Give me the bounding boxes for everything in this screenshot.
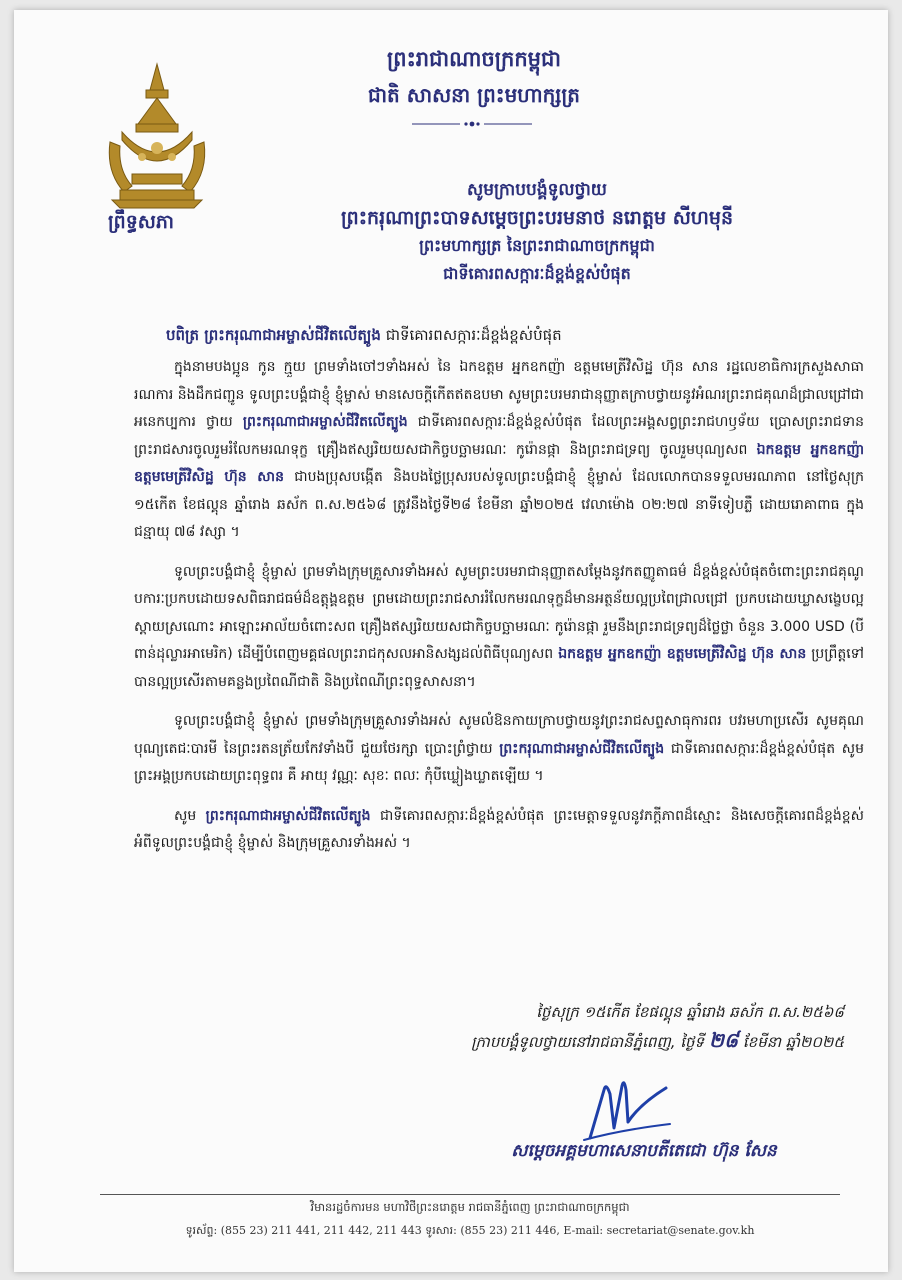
addressee-line-1: សូមក្រាបបង្គំទូលថ្វាយ bbox=[467, 180, 607, 200]
national-motto: ជាតិ សាសនា ព្រះមហាក្សត្រ bbox=[368, 83, 580, 107]
addressee-line-3: ព្រះមហាក្សត្រ នៃព្រះរាជាណាចក្រកម្ពុជា bbox=[419, 236, 655, 255]
addressee-line-2: ព្រះករុណាព្រះបាទសម្តេចព្រះបរមនាថ នរោត្តម សីហមុនី bbox=[340, 207, 734, 229]
date-block bbox=[471, 998, 844, 1056]
signer-name: សម្តេចអគ្គមហាសេនាបតីតេជោ ហ៊ុន សែន bbox=[511, 1141, 777, 1161]
salutation-title: បពិត្រ ព្រះករុណាជាអម្ចាស់ជីវិតលើត្បូង bbox=[166, 326, 381, 344]
p1-text-c: ជាបងប្រុសបង្កើត និងបងថ្លៃប្រុសរបស់ទូលព្រះបង្គំជាខ្ញុំ ខ្ញុំម្ចាស់ ដែលលោកបានទទួលមរណភាព នៅថ្ងៃសុក្រ ១៥កើត ខែផល្គុន ឆ្នាំរោង ឆស័ក ព.ស.២៥៦៨ ត្រូវនឹងថ្ងៃទី២៨ ខែមីនា ឆ្នាំ២០២៥ វេលាម៉ោង ០២:២៧ នាទីទៀបភ្លឺ ដោយរោគាពាធ ក្នុងជន្មាយុ ៧៨ វស្សា ។ bbox=[134, 469, 864, 540]
solar-date-suffix: ខែមីនា ឆ្នាំ២០២៥ bbox=[738, 1033, 844, 1051]
solar-date bbox=[471, 1026, 844, 1056]
p1-bold-name: ឯកឧត្តម អ្នកឧកញ៉ា ឧត្តមមេត្រីវិសិដ្ឋ ហ៊ុន សាន bbox=[134, 441, 864, 485]
addressee-block bbox=[192, 176, 882, 288]
p3-text-b: ជាទីគោរពសក្ការៈដ៏ខ្ពង់ខ្ពស់បំផុត សូមព្រះអង្គប្រកបដោយព្រះពុទ្ធពរ គឺ អាយុ វណ្ណៈ សុខៈ ពលៈ កុំបីឃ្លៀងឃ្លាតឡើយ ។ bbox=[134, 740, 865, 784]
p4-bold-title: ព្រះករុណាជាអម្ចាស់ជីវិតលើត្បូង bbox=[205, 807, 371, 824]
signature-icon bbox=[570, 1068, 680, 1148]
footer-address: វិមានរដ្ឋចំការមន មហាវិថីព្រះនរោត្តម រាជធានីភ្នំពេញ ព្រះរាជាណាចក្រកម្ពុជា bbox=[310, 1200, 630, 1214]
paragraph-4 bbox=[134, 803, 864, 858]
lunar-date: ថ្ងៃសុក្រ ១៥កើត ខែផល្គុន ឆ្នាំរោង ឆស័ក ព.ស.២៥៦៨ bbox=[536, 1003, 844, 1021]
footer-divider bbox=[100, 1194, 840, 1195]
paragraph-1 bbox=[134, 354, 864, 547]
p2-text-b: ប្រព្រឹត្តទៅបានល្អប្រសើរតាមគន្លងប្រពៃណីជាតិ និងប្រពៃណីព្រះពុទ្ធសាសនា។ bbox=[134, 646, 864, 690]
p1-bold-title: ព្រះករុណាជាអម្ចាស់ជីវិតលើត្បូង bbox=[242, 414, 408, 430]
salutation-rest: ជាទីគោរពសក្ការៈដ៏ខ្ពង់ខ្ពស់បំផុត bbox=[380, 326, 562, 344]
salutation-line bbox=[166, 326, 866, 348]
p1-text-b: ជាទីគោរពសក្ការៈដ៏ខ្ពង់ខ្ពស់បំផុត ដែលព្រះអង្គសព្វព្រះរាជហឫទ័យ ប្រោសព្រះរាជទានព្រះរាជសារចូលរួមរំលែកមរណទុក្ខ គ្រឿងឥស្សរិយយសជាកិច្ចបច្ឆាមរណៈ កូរ៉ោនផ្កា និងព្រះរាជទ្រព្យ ចូលរួមបុណ្យសព bbox=[134, 414, 864, 458]
letter-body bbox=[134, 354, 864, 870]
p4-text-a: សូម bbox=[174, 807, 206, 824]
p2-bold-name: ឯកឧត្តម អ្នកឧកញ៉ា ឧត្តមមេត្រីវិសិដ្ឋ ហ៊ុន សាន bbox=[558, 646, 807, 662]
ornament-divider-icon bbox=[412, 118, 532, 130]
letter-page bbox=[14, 10, 888, 1272]
p4-text-b: ជាទីគោរពសក្ការៈដ៏ខ្ពង់ខ្ពស់បំផុត ព្រះមេត្តាទទួលនូវភក្តីភាពដ៏ស្មោះ និងសេចក្តីគោរពដ៏ខ្ពង់ខ្ពស់ អំពីទូលព្រះបង្គំជាខ្ញុំ ខ្ញុំម្ចាស់ និងក្រុមគ្រួសារទាំងអស់ ។ bbox=[134, 807, 864, 851]
paragraph-3 bbox=[134, 708, 864, 791]
solar-date-day: ២៨ bbox=[708, 1028, 739, 1052]
p2-text-a: ទូលព្រះបង្គំជាខ្ញុំ ខ្ញុំម្ចាស់ ព្រមទាំងក្រុមគ្រួសារទាំងអស់ សូមព្រះបរមរាជានុញ្ញាតសម្តែងនូវកតញ្ញូតាធម៌ ដ៏ខ្ពង់ខ្ពស់បំផុតចំពោះព្រះរាជគុណូបការៈប្រកបដោយទសពិធរាជធម៌ដ៏ឧត្តុង្គឧត្តម ព្រមដោយព្រះរាជសាររំលែកមរណទុក្ខដ៏មានអត្ថន័យល្អប្រពៃជ្រាលជ្រៅ ប្រកបដោយឃ្លាសង្ខេបល្អ ស្តាយស្រណោះ អាឡោះអាល័យចំពោះសព គ្រឿងឥស្សរិយយសជាកិច្ចបច្ឆាមរណៈ កូរ៉ោនផ្កា រួមនឹងព្រះរាជទ្រព្យដ៏ថ្លៃថ្លា ចំនួន 3.000 USD (បីពាន់ដុល្លារអាមេរិក) ដើម្បីបំពេញមគ្គផលព្រះរាជកុសលអានិសង្សដល់ពិធីបុណ្យសព bbox=[134, 563, 864, 662]
paragraph-2 bbox=[134, 559, 864, 697]
p3-text-a: ទូលព្រះបង្គំជាខ្ញុំ ខ្ញុំម្ចាស់ ព្រមទាំងក្រុមគ្រួសារទាំងអស់ សូមលំឱនកាយក្រាបថ្វាយនូវព្រះរាជសព្ទសាធុការពរ បវរមហាប្រសើរ សូមគុណបុណ្យតេជៈបារមី នៃព្រះរតនត្រ័យកែវទាំងបី ជួយថែរក្សា ប្រោះព្រំថ្វាយ bbox=[134, 713, 864, 757]
footer-contact: ទូរស័ព្ទ: (855 23) 211 441, 211 442, 211 443 ទូរសារ: (855 23) 211 446, E-mail: secretariat@senate.gov.kh bbox=[185, 1224, 755, 1237]
p1-text-a: ក្នុងនាមបងប្អូន កូន ក្មួយ ព្រមទាំងចៅៗទាំងអស់ នៃ ឯកឧត្តម អ្នកឧកញ៉ា ឧត្តមមេត្រីវិសិដ្ឋ ហ៊ុន សាន រដ្ឋលេខាធិការក្រសួងសាធារណការ និងដឹកជញ្ជូន ទូលព្រះបង្គំជាខ្ញុំ ខ្ញុំម្ចាស់ មានសេចក្តីកើតឥតឧបមា សូមព្រះបរមរាជានុញ្ញាតក្រាបថ្វាយនូវអំណរព្រះរាជគុណដ៏ជ្រាលជ្រៅជាអនេកប្បការ ថ្វាយ bbox=[134, 359, 864, 430]
institution-label: ព្រឹទ្ធសភា bbox=[108, 211, 174, 233]
solar-date-prefix: ក្រាបបង្គំទូលថ្វាយនៅរាជធានីភ្នំពេញ, ថ្ងៃទី bbox=[471, 1033, 709, 1051]
addressee-line-4: ជាទីគោរពសក្ការៈដ៏ខ្ពង់ខ្ពស់បំផុត bbox=[443, 264, 631, 283]
kingdom-heading: ព្រះរាជាណាចក្រកម្ពុជា bbox=[386, 47, 561, 71]
p3-bold-title: ព្រះករុណាជាអម្ចាស់ជីវិតលើត្បូង bbox=[499, 740, 665, 757]
